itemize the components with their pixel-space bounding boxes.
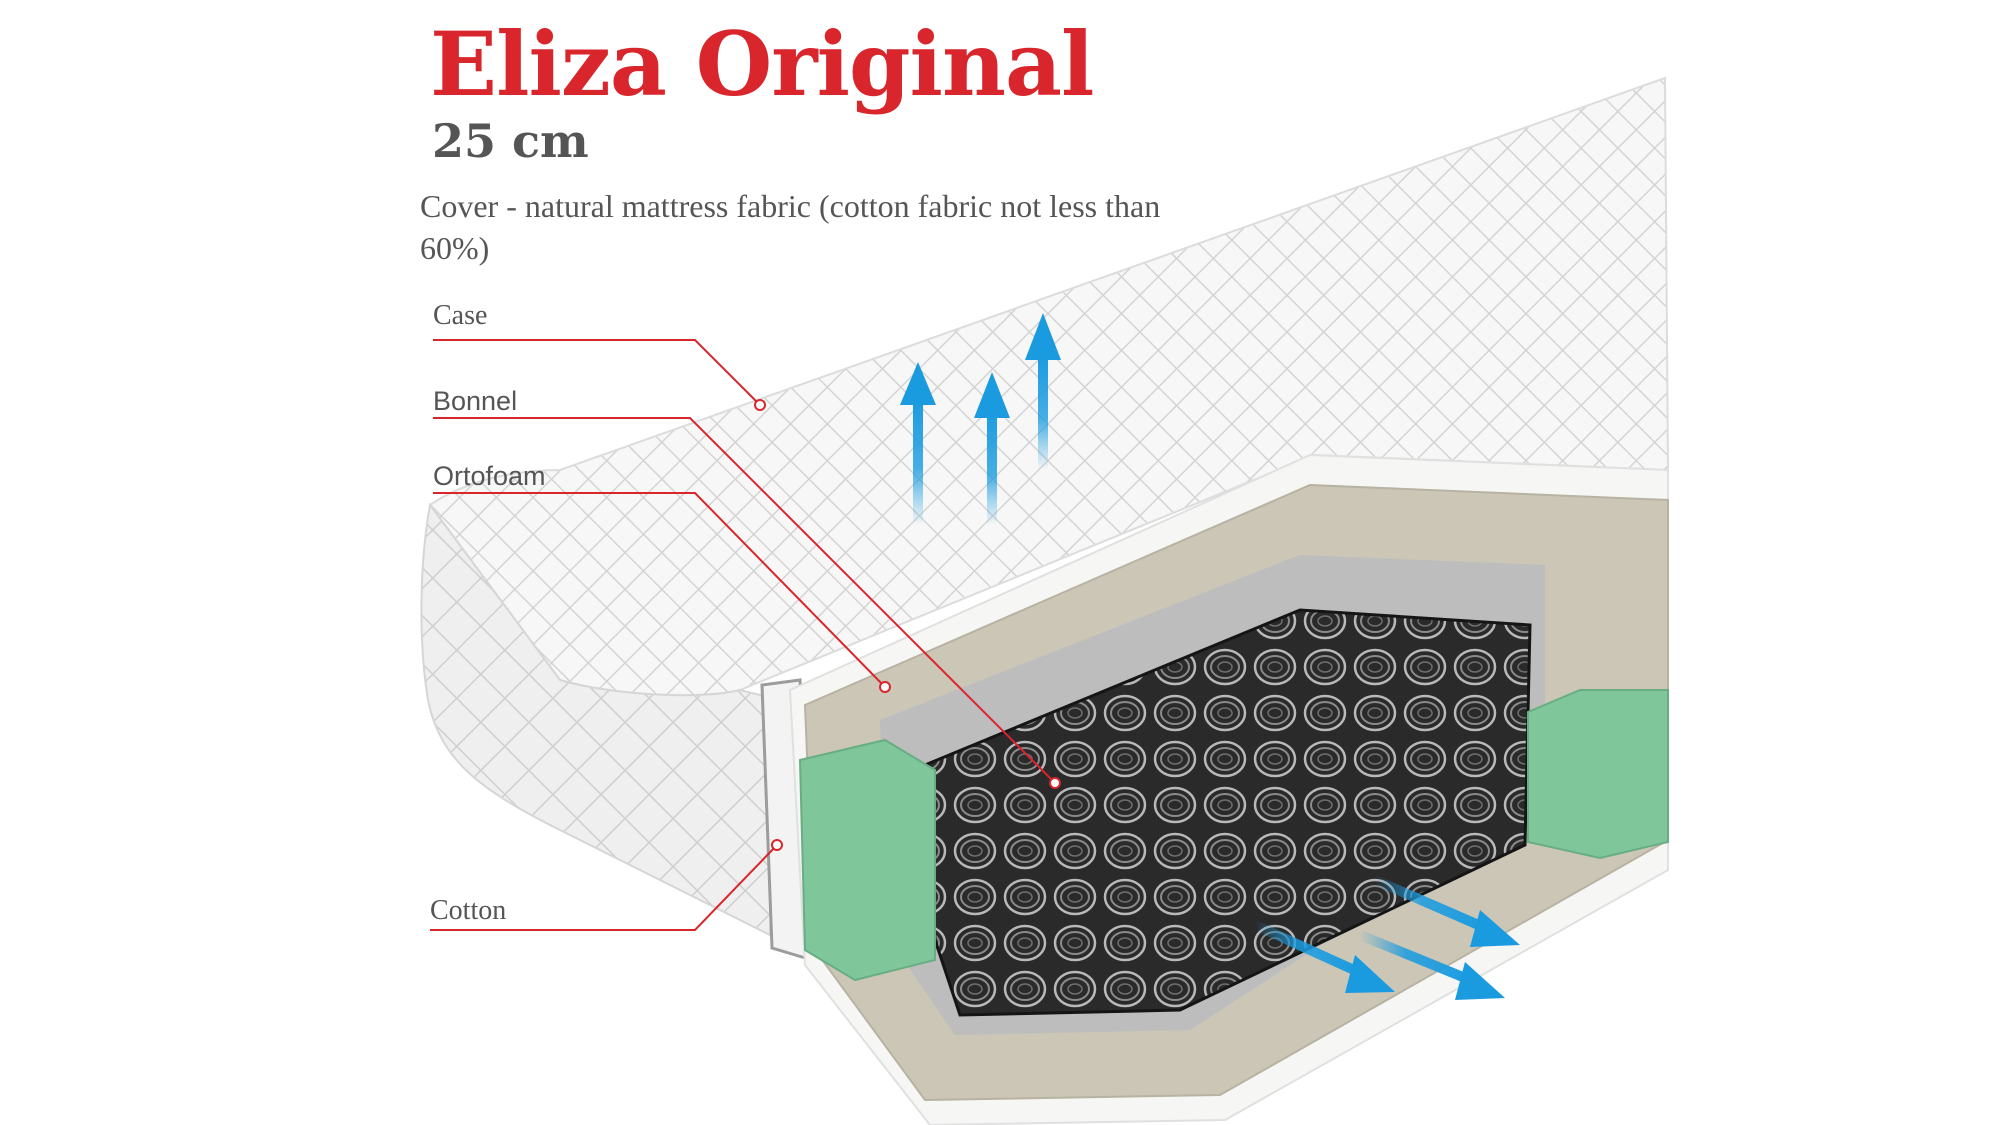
cover-description: Cover - natural mattress fabric (cotton fabric not less than 60%): [420, 188, 1161, 266]
callout-case-dot: [755, 400, 765, 410]
layer-label-bonnel: Bonnel: [433, 386, 518, 416]
callout-cotton-dot: [772, 840, 782, 850]
foam-edge-right: [1528, 690, 1668, 858]
layer-label-ortofoam: Ortofoam: [433, 461, 546, 491]
layer-label-cotton: Cotton: [430, 895, 507, 926]
layer-label-case: Case: [433, 300, 488, 331]
foam-edge-left: [800, 740, 935, 980]
callout-bonnel-dot: [1050, 778, 1060, 788]
page-title: Eliza Original: [430, 12, 1094, 116]
callout-ortofoam-dot: [880, 682, 890, 692]
mattress-height: 25 cm: [432, 114, 589, 168]
